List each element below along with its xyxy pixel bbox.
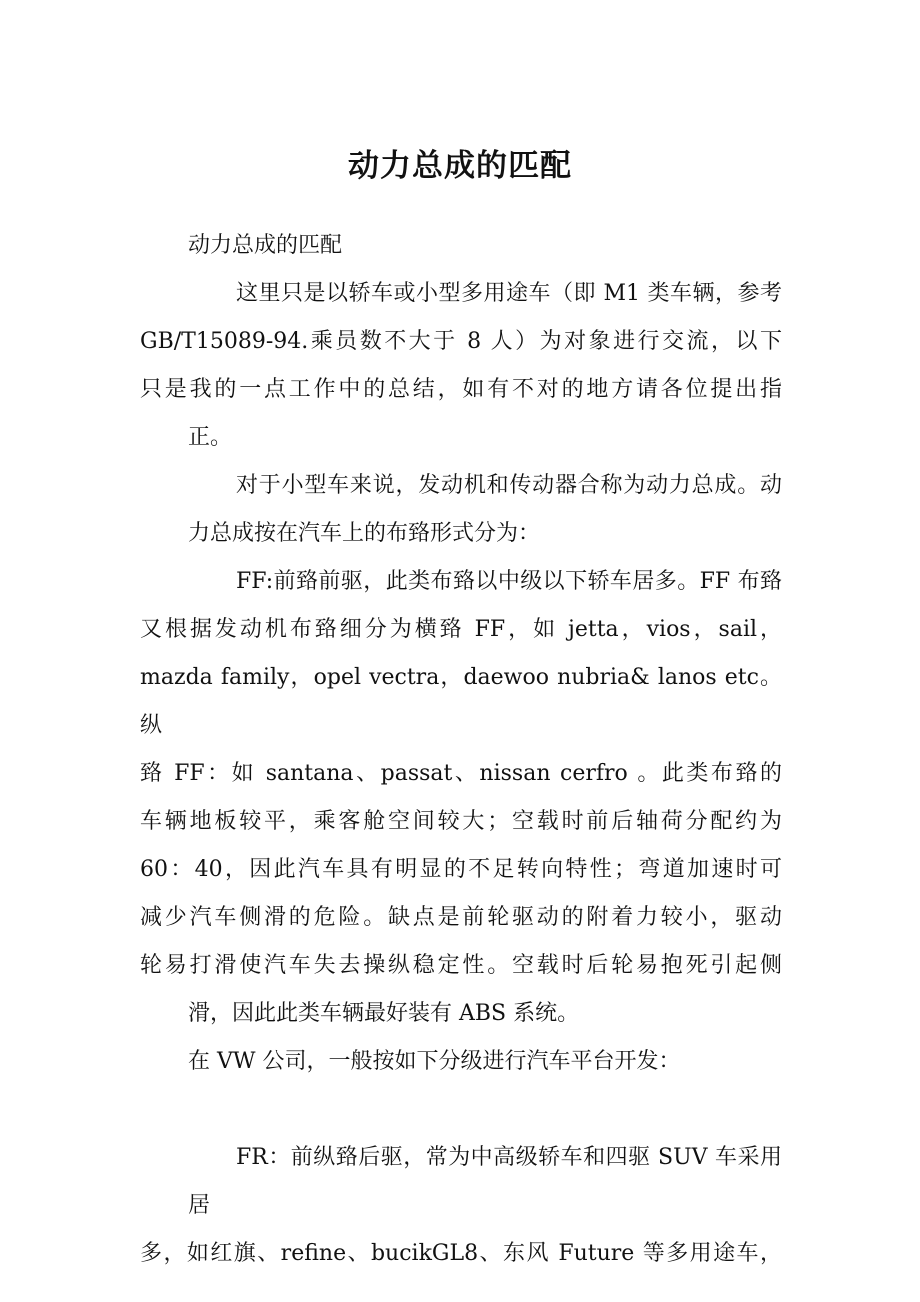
paragraph-heading — [140, 222, 782, 270]
paragraph-intro — [140, 270, 782, 462]
paragraph-line: FF:前臵前驱，此类布臵以中级以下轿车居多。FF 布臵 — [236, 569, 782, 594]
paragraph-vw — [140, 1038, 782, 1086]
paragraph-line: 又根据发动机布臵细分为横臵 FF，如 jetta，vios，sail， — [140, 617, 782, 642]
paragraph-line: 动力总成的匹配 — [188, 233, 343, 258]
paragraph-line: 减少汽车侧滑的危险。缺点是前轮驱动的附着力较小，驱动 — [140, 905, 782, 930]
paragraph-ff-layout — [140, 558, 782, 1038]
paragraph-line: 车辆地板较平，乘客舱空间较大；空载时前后轴荷分配约为 — [140, 809, 782, 834]
paragraph-line: 60：40，因此汽车具有明显的不足转向特性；弯道加速时可 — [140, 857, 782, 882]
paragraph-line: 正。 — [188, 425, 233, 450]
document-body — [140, 222, 782, 1278]
paragraph-line: 只是我的一点工作中的总结，如有不对的地方请各位提出指 — [140, 377, 782, 402]
blank-line — [140, 1086, 782, 1134]
paragraph-line: 滑，因此此类车辆最好装有 ABS 系统。 — [188, 1001, 580, 1026]
paragraph-line: 轮易打滑使汽车失去操纵稳定性。空载时后轮易抱死引起侧 — [140, 953, 782, 978]
paragraph-line: 这里只是以轿车或小型多用途车（即 M1 类车辆，参考 — [236, 281, 782, 306]
paragraph-fr-layout — [140, 1134, 782, 1278]
paragraph-powertrain — [140, 462, 782, 558]
paragraph-line: GB/T15089-94.乘员数不大于 8 人）为对象进行交流，以下 — [140, 329, 782, 354]
document-title: 动力总成的匹配 — [348, 148, 572, 184]
paragraph-line: 对于小型车来说，发动机和传动器合称为动力总成。动 — [236, 473, 782, 498]
paragraph-line: 多，如红旗、refine、bucikGL8、东风 Future 等多用途车， — [140, 1241, 782, 1266]
paragraph-line: 在 VW 公司，一般按如下分级进行汽车平台开发： — [188, 1049, 681, 1074]
paragraph-line: 臵 FF：如 santana、passat、nissan cerfro 。此类布臵的 — [140, 761, 782, 786]
paragraph-line: FR：前纵臵后驱，常为中高级轿车和四驱 SUV 车采用居 — [188, 1145, 782, 1218]
paragraph-line: 力总成按在汽车上的布臵形式分为： — [188, 521, 541, 546]
paragraph-line: mazda family，opel vectra，daewoo nubria& lanos etc。纵 — [140, 665, 782, 738]
